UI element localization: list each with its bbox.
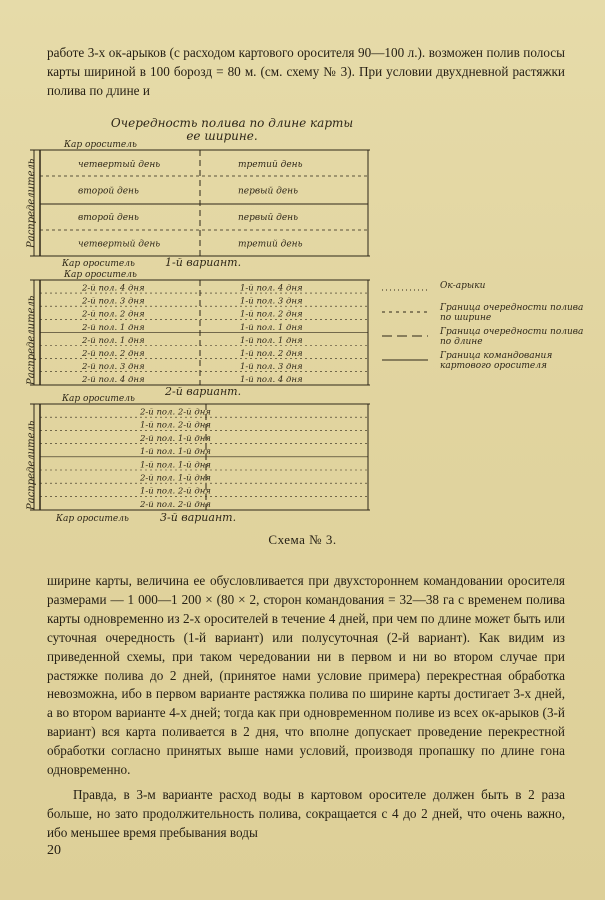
scheme2-cell-left: 2-й пол. 3 дня: [82, 362, 145, 373]
scheme3-irrigator-bottom: Кар ороситель: [56, 514, 129, 524]
scheme1-rows: [78, 160, 303, 250]
top-paragraph: работе 3-х ок-арыков (с расходом картового оросителя 90—100 л.). возможен полив полосы карты шириной в 100 борозд = 80 м. (см. схему № 3). При условии двухдневной растяжки полива по длине и: [47, 45, 565, 98]
scheme1-distributor-label: Распределитель: [26, 158, 37, 248]
scheme1-cell-left: второй день: [78, 186, 139, 197]
scheme1-cell-right: третий день: [238, 239, 303, 250]
scheme2-cell-left: 2-й пол. 1 дня: [82, 335, 145, 346]
scheme2-cell-left: 2-й пол. 2 дня: [82, 349, 145, 359]
scheme3-irrigator-label: Кар ороситель: [62, 394, 135, 404]
scheme2-cell-right: 1-й пол. 3 дня: [240, 296, 303, 307]
page-number: 20: [47, 843, 61, 858]
scheme2-cell-left: 2-й пол. 4 дня: [82, 283, 145, 294]
scheme1-cell-right: третий день: [238, 160, 303, 170]
scheme2-cell-right: 1-й пол. 4 дня: [240, 283, 303, 294]
scheme2-variant: 2-й вариант.: [165, 385, 242, 398]
scheme2-cell-right: 1-й пол. 2 дня: [240, 349, 303, 359]
scheme3-rows: [40, 408, 368, 510]
scheme1-irrigator-bottom: Кар ороситель: [62, 259, 135, 269]
legend-label: Граница командования картового оросителя: [440, 351, 553, 371]
scheme2-cell-right: 1-й пол. 4 дня: [240, 375, 303, 386]
scheme1-cell-left: четвертый день: [78, 239, 161, 250]
scheme2-cell-left: 2-й пол. 4 дня: [82, 375, 145, 386]
scheme2-cell-right: 1-й пол. 1 дня: [240, 335, 303, 346]
scheme2-cell-right: 1-й пол. 3 дня: [240, 362, 303, 373]
scheme3-cell: 1-й пол. 2-й дня: [140, 486, 211, 497]
scheme3-cell: 2-й пол. 1-й дня: [140, 433, 211, 444]
second-paragraph: Правда, в 3-м варианте расход воды в картовом оросителе должен быть в 2 раза больше, но зато продолжительность полива, сокращается с 4 до 2 дней, что очень важно, ибо меньшее время пребывания воды: [47, 787, 565, 840]
body-paragraph: ширине карты, величина ее обусловливается при двухстороннем командовании оросителя размерами — 1 000—1 200 × (80 × 2, сторон командования = 32—38 га с временем полива карты одновременно из 2-х оросителей в течение 4 дней, при чем по длине может быть или суточная очередность (1-й вариант) или полусуточная (2-й вариант). Как видим из приведенной схемы, при таком чередовании ни в первом и ни во втором случае при растяжке полива до 2 дней, (принятое нами условие примера) перекрестная обработка невозможна, ибо в первом варианте растяжка полива по ширине карты достигает 3-х дней, а во втором варианте 4-х дней; тогда как при одновременном поливе из всех ок-арыков (3-й вариант) вся карта поливается в 2 дня, что вполне допускает проведение перекрестной обработки согласно принятых выше нами условий, производя пропашку по длине гона одновременно.: [47, 573, 565, 778]
scheme2-cell-left: 2-й пол. 3 дня: [82, 296, 145, 307]
legend-label: Граница очередности полива по длине: [440, 327, 584, 347]
scheme2-rows: [40, 284, 368, 386]
scheme3-cell: 2-й пол. 2-й дня: [140, 499, 211, 510]
scheme1-cell-right: первый день: [238, 186, 298, 197]
diagram-title-line1: Очередность полива по длине карты: [110, 116, 354, 130]
scheme2-cell-left: 2-й пол. 2 дня: [82, 309, 145, 320]
scheme1-cell-right: первый день: [238, 213, 298, 223]
scheme2-distributor-label: Распределитель: [26, 295, 37, 385]
diagram-title-line2: ее ширине.: [186, 129, 258, 143]
scheme2-irrigator-label: Кар ороситель: [64, 270, 137, 280]
scheme1-cell-left: четвертый день: [78, 160, 161, 170]
scheme3-cell: 2-й пол. 1-й дня: [140, 473, 211, 484]
scheme3-cell: 1-й пол. 1-й дня: [140, 460, 211, 471]
legend-label: Граница очередности полива по ширине: [440, 303, 584, 323]
scheme3-variant: 3-й вариант.: [160, 511, 237, 524]
scheme2-cell-right: 1-й пол. 1 дня: [240, 322, 303, 333]
legend-label: Ок-арыки: [440, 281, 486, 291]
scheme1-cell-left: второй день: [78, 213, 139, 223]
scheme3-cell: 1-й пол. 1-й дня: [140, 447, 211, 458]
scheme1-variant: 1-й вариант.: [165, 256, 242, 269]
scheme2-cell-left: 2-й пол. 1 дня: [82, 322, 145, 333]
scheme3-cell: 2-й пол. 2-й дня: [140, 407, 211, 418]
scheme2-cell-right: 1-й пол. 2 дня: [240, 309, 303, 320]
figure-caption: Схема № 3.: [268, 532, 337, 547]
scheme1-irrigator-label: Кар ороситель: [64, 140, 137, 150]
scheme3-distributor-label: Распределитель: [26, 420, 37, 510]
scheme3-cell: 1-й пол. 2-й дня: [140, 420, 211, 431]
diagram-legend: [382, 281, 583, 371]
